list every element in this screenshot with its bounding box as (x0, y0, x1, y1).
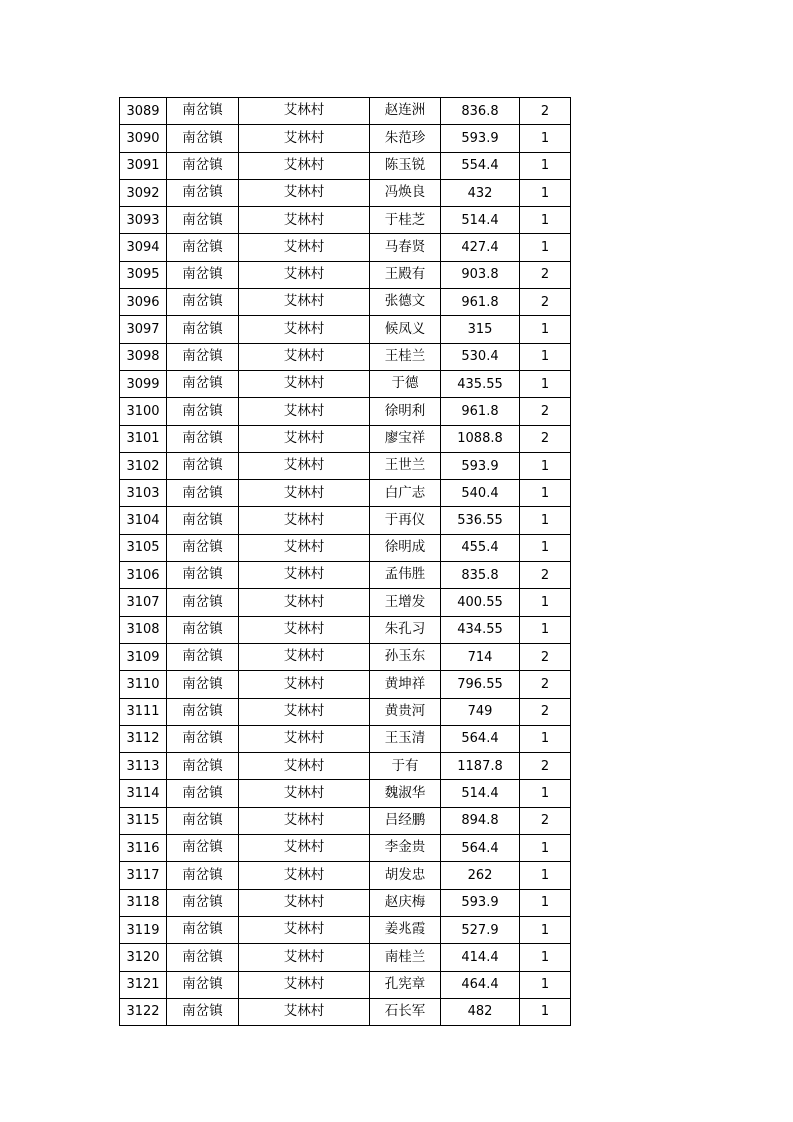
cell-count: 2 (520, 643, 571, 670)
cell-index: 3103 (120, 480, 167, 507)
cell-index: 3119 (120, 916, 167, 943)
cell-count: 1 (520, 780, 571, 807)
table-row (120, 425, 571, 452)
cell-name: 石长军 (370, 998, 441, 1025)
cell-count: 1 (520, 452, 571, 479)
cell-amount: 455.4 (441, 534, 520, 561)
cell-village: 艾林村 (239, 398, 370, 425)
cell-amount: 414.4 (441, 944, 520, 971)
cell-index: 3102 (120, 452, 167, 479)
cell-village: 艾林村 (239, 835, 370, 862)
cell-village: 艾林村 (239, 916, 370, 943)
cell-amount: 432 (441, 179, 520, 206)
cell-village: 艾林村 (239, 589, 370, 616)
table-row (120, 480, 571, 507)
cell-village: 艾林村 (239, 616, 370, 643)
cell-amount: 530.4 (441, 343, 520, 370)
cell-index: 3099 (120, 370, 167, 397)
cell-village: 艾林村 (239, 971, 370, 998)
cell-amount: 593.9 (441, 125, 520, 152)
cell-town: 南岔镇 (167, 725, 239, 752)
cell-village: 艾林村 (239, 698, 370, 725)
cell-count: 1 (520, 835, 571, 862)
table-row (120, 698, 571, 725)
cell-amount: 554.4 (441, 152, 520, 179)
cell-index: 3115 (120, 807, 167, 834)
cell-index: 3108 (120, 616, 167, 643)
cell-village: 艾林村 (239, 507, 370, 534)
cell-town: 南岔镇 (167, 370, 239, 397)
cell-index: 3105 (120, 534, 167, 561)
cell-count: 1 (520, 862, 571, 889)
cell-name: 廖宝祥 (370, 425, 441, 452)
table-row (120, 152, 571, 179)
cell-name: 徐明成 (370, 534, 441, 561)
cell-count: 1 (520, 998, 571, 1025)
cell-count: 1 (520, 534, 571, 561)
cell-village: 艾林村 (239, 289, 370, 316)
cell-name: 孙玉东 (370, 643, 441, 670)
cell-name: 王桂兰 (370, 343, 441, 370)
cell-count: 2 (520, 807, 571, 834)
cell-town: 南岔镇 (167, 998, 239, 1025)
cell-town: 南岔镇 (167, 862, 239, 889)
cell-town: 南岔镇 (167, 98, 239, 125)
cell-town: 南岔镇 (167, 234, 239, 261)
cell-index: 3106 (120, 562, 167, 589)
cell-index: 3096 (120, 289, 167, 316)
cell-name: 李金贵 (370, 835, 441, 862)
cell-name: 黄贵河 (370, 698, 441, 725)
cell-index: 3111 (120, 698, 167, 725)
cell-town: 南岔镇 (167, 698, 239, 725)
cell-amount: 564.4 (441, 835, 520, 862)
cell-amount: 564.4 (441, 725, 520, 752)
cell-count: 1 (520, 480, 571, 507)
table-row (120, 234, 571, 261)
cell-village: 艾林村 (239, 998, 370, 1025)
cell-name: 王玉清 (370, 725, 441, 752)
cell-town: 南岔镇 (167, 398, 239, 425)
table-row (120, 207, 571, 234)
table-row (120, 398, 571, 425)
cell-amount: 536.55 (441, 507, 520, 534)
cell-town: 南岔镇 (167, 562, 239, 589)
cell-count: 1 (520, 889, 571, 916)
cell-name: 王世兰 (370, 452, 441, 479)
cell-amount: 482 (441, 998, 520, 1025)
cell-name: 孔宪章 (370, 971, 441, 998)
cell-count: 2 (520, 98, 571, 125)
cell-amount: 1187.8 (441, 753, 520, 780)
cell-index: 3091 (120, 152, 167, 179)
cell-name: 王增发 (370, 589, 441, 616)
cell-town: 南岔镇 (167, 780, 239, 807)
cell-town: 南岔镇 (167, 534, 239, 561)
cell-count: 2 (520, 671, 571, 698)
cell-amount: 315 (441, 316, 520, 343)
cell-village: 艾林村 (239, 343, 370, 370)
cell-name: 赵庆梅 (370, 889, 441, 916)
cell-town: 南岔镇 (167, 152, 239, 179)
cell-village: 艾林村 (239, 862, 370, 889)
cell-count: 1 (520, 316, 571, 343)
cell-name: 朱范珍 (370, 125, 441, 152)
cell-amount: 1088.8 (441, 425, 520, 452)
cell-index: 3104 (120, 507, 167, 534)
table-row (120, 507, 571, 534)
cell-amount: 400.55 (441, 589, 520, 616)
table-row (120, 643, 571, 670)
table-row (120, 835, 571, 862)
table-row (120, 725, 571, 752)
table-row (120, 998, 571, 1025)
cell-town: 南岔镇 (167, 480, 239, 507)
table-row (120, 944, 571, 971)
cell-village: 艾林村 (239, 889, 370, 916)
cell-town: 南岔镇 (167, 207, 239, 234)
cell-name: 南桂兰 (370, 944, 441, 971)
cell-name: 于德 (370, 370, 441, 397)
table-row (120, 370, 571, 397)
cell-count: 1 (520, 725, 571, 752)
cell-count: 2 (520, 425, 571, 452)
cell-amount: 749 (441, 698, 520, 725)
cell-village: 艾林村 (239, 425, 370, 452)
cell-amount: 903.8 (441, 261, 520, 288)
cell-count: 1 (520, 152, 571, 179)
cell-amount: 540.4 (441, 480, 520, 507)
cell-town: 南岔镇 (167, 916, 239, 943)
cell-count: 1 (520, 589, 571, 616)
cell-village: 艾林村 (239, 179, 370, 206)
cell-count: 2 (520, 698, 571, 725)
table-row (120, 889, 571, 916)
cell-village: 艾林村 (239, 316, 370, 343)
cell-name: 于再仪 (370, 507, 441, 534)
cell-count: 1 (520, 616, 571, 643)
cell-amount: 961.8 (441, 398, 520, 425)
cell-town: 南岔镇 (167, 179, 239, 206)
cell-town: 南岔镇 (167, 944, 239, 971)
cell-count: 1 (520, 370, 571, 397)
cell-name: 白广志 (370, 480, 441, 507)
cell-index: 3093 (120, 207, 167, 234)
table-row (120, 261, 571, 288)
cell-town: 南岔镇 (167, 671, 239, 698)
table-row (120, 316, 571, 343)
cell-index: 3110 (120, 671, 167, 698)
cell-town: 南岔镇 (167, 125, 239, 152)
cell-name: 于桂芝 (370, 207, 441, 234)
cell-name: 吕经鹏 (370, 807, 441, 834)
cell-index: 3120 (120, 944, 167, 971)
cell-count: 1 (520, 207, 571, 234)
cell-count: 2 (520, 398, 571, 425)
cell-count: 1 (520, 916, 571, 943)
cell-town: 南岔镇 (167, 507, 239, 534)
cell-count: 1 (520, 971, 571, 998)
cell-index: 3094 (120, 234, 167, 261)
cell-count: 2 (520, 289, 571, 316)
cell-town: 南岔镇 (167, 835, 239, 862)
cell-index: 3109 (120, 643, 167, 670)
cell-name: 黄坤祥 (370, 671, 441, 698)
cell-town: 南岔镇 (167, 261, 239, 288)
cell-count: 2 (520, 261, 571, 288)
cell-town: 南岔镇 (167, 753, 239, 780)
cell-name: 魏淑华 (370, 780, 441, 807)
cell-count: 1 (520, 944, 571, 971)
data-table-container (119, 97, 571, 1026)
cell-village: 艾林村 (239, 261, 370, 288)
cell-amount: 427.4 (441, 234, 520, 261)
cell-village: 艾林村 (239, 671, 370, 698)
table-body (120, 98, 571, 1026)
cell-count: 1 (520, 343, 571, 370)
cell-index: 3092 (120, 179, 167, 206)
cell-amount: 593.9 (441, 889, 520, 916)
cell-village: 艾林村 (239, 944, 370, 971)
table-row (120, 125, 571, 152)
cell-index: 3114 (120, 780, 167, 807)
cell-village: 艾林村 (239, 480, 370, 507)
cell-village: 艾林村 (239, 562, 370, 589)
cell-amount: 262 (441, 862, 520, 889)
table-row (120, 289, 571, 316)
cell-town: 南岔镇 (167, 807, 239, 834)
cell-village: 艾林村 (239, 370, 370, 397)
cell-town: 南岔镇 (167, 289, 239, 316)
cell-index: 3100 (120, 398, 167, 425)
table-row (120, 98, 571, 125)
cell-name: 于有 (370, 753, 441, 780)
cell-name: 候凤义 (370, 316, 441, 343)
cell-town: 南岔镇 (167, 643, 239, 670)
cell-name: 姜兆霞 (370, 916, 441, 943)
table-row (120, 971, 571, 998)
data-table (119, 97, 571, 1026)
table-row (120, 807, 571, 834)
cell-town: 南岔镇 (167, 971, 239, 998)
cell-index: 3112 (120, 725, 167, 752)
cell-count: 1 (520, 179, 571, 206)
table-row (120, 452, 571, 479)
cell-name: 赵连洲 (370, 98, 441, 125)
cell-name: 朱孔习 (370, 616, 441, 643)
table-row (120, 343, 571, 370)
cell-index: 3107 (120, 589, 167, 616)
cell-index: 3117 (120, 862, 167, 889)
cell-village: 艾林村 (239, 807, 370, 834)
cell-village: 艾林村 (239, 753, 370, 780)
cell-amount: 835.8 (441, 562, 520, 589)
cell-name: 王殿有 (370, 261, 441, 288)
cell-count: 1 (520, 507, 571, 534)
cell-amount: 796.55 (441, 671, 520, 698)
cell-index: 3118 (120, 889, 167, 916)
cell-index: 3121 (120, 971, 167, 998)
table-row (120, 562, 571, 589)
cell-amount: 514.4 (441, 207, 520, 234)
cell-amount: 514.4 (441, 780, 520, 807)
cell-village: 艾林村 (239, 152, 370, 179)
cell-village: 艾林村 (239, 534, 370, 561)
cell-village: 艾林村 (239, 643, 370, 670)
table-row (120, 179, 571, 206)
cell-name: 张德文 (370, 289, 441, 316)
table-row (120, 671, 571, 698)
cell-village: 艾林村 (239, 234, 370, 261)
cell-index: 3101 (120, 425, 167, 452)
cell-amount: 527.9 (441, 916, 520, 943)
cell-town: 南岔镇 (167, 316, 239, 343)
cell-index: 3095 (120, 261, 167, 288)
cell-amount: 435.55 (441, 370, 520, 397)
cell-town: 南岔镇 (167, 425, 239, 452)
cell-index: 3116 (120, 835, 167, 862)
cell-amount: 464.4 (441, 971, 520, 998)
cell-town: 南岔镇 (167, 452, 239, 479)
cell-village: 艾林村 (239, 98, 370, 125)
cell-amount: 894.8 (441, 807, 520, 834)
cell-count: 1 (520, 234, 571, 261)
cell-name: 马春贤 (370, 234, 441, 261)
table-row (120, 862, 571, 889)
cell-count: 1 (520, 125, 571, 152)
cell-town: 南岔镇 (167, 616, 239, 643)
cell-name: 徐明利 (370, 398, 441, 425)
cell-name: 冯焕良 (370, 179, 441, 206)
cell-index: 3089 (120, 98, 167, 125)
cell-amount: 714 (441, 643, 520, 670)
cell-town: 南岔镇 (167, 343, 239, 370)
cell-amount: 593.9 (441, 452, 520, 479)
cell-village: 艾林村 (239, 125, 370, 152)
table-row (120, 916, 571, 943)
cell-name: 胡发忠 (370, 862, 441, 889)
cell-amount: 836.8 (441, 98, 520, 125)
cell-town: 南岔镇 (167, 889, 239, 916)
cell-count: 2 (520, 753, 571, 780)
table-row (120, 616, 571, 643)
cell-amount: 961.8 (441, 289, 520, 316)
cell-index: 3113 (120, 753, 167, 780)
cell-index: 3090 (120, 125, 167, 152)
cell-count: 2 (520, 562, 571, 589)
cell-amount: 434.55 (441, 616, 520, 643)
cell-index: 3122 (120, 998, 167, 1025)
cell-name: 孟伟胜 (370, 562, 441, 589)
cell-village: 艾林村 (239, 452, 370, 479)
cell-village: 艾林村 (239, 725, 370, 752)
table-row (120, 534, 571, 561)
table-row (120, 589, 571, 616)
cell-village: 艾林村 (239, 780, 370, 807)
cell-village: 艾林村 (239, 207, 370, 234)
cell-index: 3097 (120, 316, 167, 343)
cell-town: 南岔镇 (167, 589, 239, 616)
cell-name: 陈玉锐 (370, 152, 441, 179)
table-row (120, 753, 571, 780)
cell-index: 3098 (120, 343, 167, 370)
table-row (120, 780, 571, 807)
